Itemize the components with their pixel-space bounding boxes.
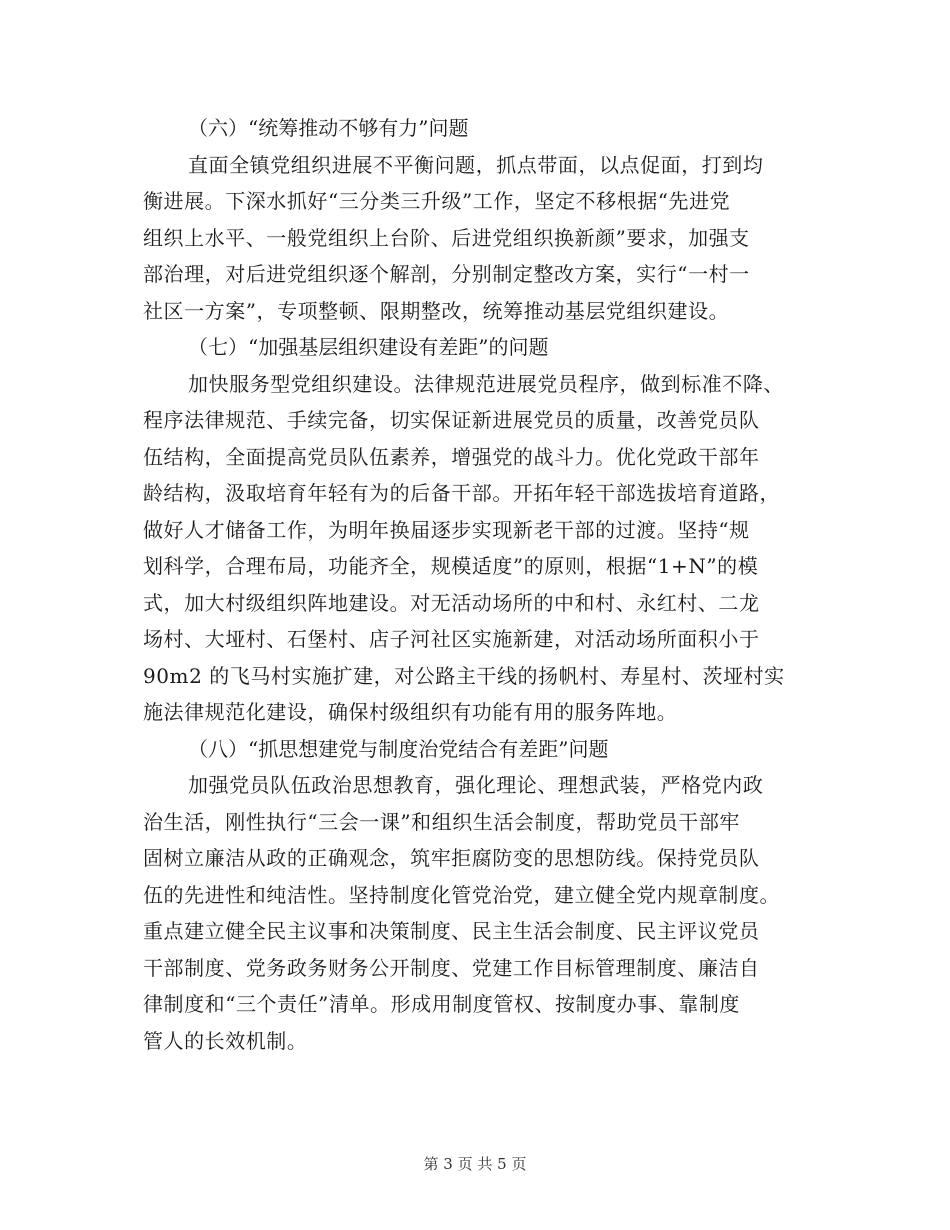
paragraph-line: 龄结构，汲取培育年轻有为的后备干部。开拓年轻干部选拔培育道路， <box>143 481 781 505</box>
paragraph-line: 式，加大村级组织阵地建设。对无活动场所的中和村、永红村、二龙 <box>143 590 760 615</box>
paragraph-line: 重点建立健全民主议事和决策制度、民主生活会制度、民主评议党员 <box>143 919 760 943</box>
page-number-footer: 第 3 页 共 5 页 <box>423 1155 527 1173</box>
section-paragraph <box>143 366 803 731</box>
section-heading: （七）“加强基层组织建设有差距”的问题 <box>188 335 549 359</box>
paragraph-line: 固树立廉洁从政的正确观念，筑牢拒腐防变的思想防线。保持党员队 <box>143 846 760 870</box>
section-6 <box>143 110 803 329</box>
paragraph-line: 律制度和“三个责任”清单。形成用制度管权、按制度办事、靠制度 <box>143 992 740 1016</box>
section-7 <box>143 329 803 731</box>
paragraph-line: 程序法律规范、手续完备，切实保证新进展党员的质量，改善党员队 <box>143 408 760 432</box>
paragraph-line: 管人的长效机制。 <box>143 1028 308 1053</box>
section-paragraph <box>143 147 803 330</box>
paragraph-line: 直面全镇党组织进展不平衡问题，抓点带面，以点促面，打到均 <box>188 152 764 177</box>
section-paragraph <box>143 767 803 1059</box>
section-heading: （六）“统筹推动不够有力”问题 <box>188 116 469 140</box>
paragraph-line: 干部制度、党务政务财务公开制度、党建工作目标管理制度、廉洁自 <box>143 955 760 980</box>
section-heading: （八）“抓思想建党与制度治党结合有差距”问题 <box>188 736 609 761</box>
paragraph-line: 加快服务型党组织建设。法律规范进展党员程序，做到标准不降、 <box>188 371 784 396</box>
paragraph-line: 做好人才储备工作，为明年换届逐步实现新老干部的过渡。坚持“规 <box>143 517 750 542</box>
paragraph-line: 加强党员队伍政治思想教育，强化理论、理想武装，严格党内政 <box>188 773 764 797</box>
document-body <box>143 110 803 1059</box>
paragraph-line: 组织上水平、一般党组织上台阶、后进党组织换新颜”要求，加强支 <box>143 225 750 250</box>
paragraph-line: 伍的先进性和纯洁性。坚持制度化管党治党，建立健全党内规章制度。 <box>143 882 781 907</box>
paragraph-line: 社区一方案”，专项整顿、限期整改，统筹推动基层党组织建设。 <box>143 298 730 323</box>
paragraph-line: 治生活，刚性执行“三会一课”和组织生活会制度，帮助党员干部牢 <box>143 809 740 834</box>
paragraph-line: 场村、大垭村、石堡村、店子河社区实施新建，对活动场所面积小于 <box>143 627 760 651</box>
paragraph-line: 施法律规范化建设，确保村级组织有功能有用的服务阵地。 <box>143 700 678 724</box>
paragraph-line: 90m2 的飞马村实施扩建，对公路主干线的扬帆村、寿星村、茨垭村实 <box>143 663 785 688</box>
paragraph-line: 衡进展。下深水抓好“三分类三升级”工作，坚定不移根据“先进党 <box>143 189 731 213</box>
paragraph-line: 伍结构，全面提高党员队伍素养，增强党的战斗力。优化党政干部年 <box>143 444 760 469</box>
paragraph-line: 部治理，对后进党组织逐个解剖，分别制定整改方案，实行“一村一 <box>143 262 750 286</box>
section-8 <box>143 731 803 1060</box>
paragraph-line: 划科学，合理布局，功能齐全，规模适度”的原则，根据“1+N”的模 <box>143 554 759 578</box>
